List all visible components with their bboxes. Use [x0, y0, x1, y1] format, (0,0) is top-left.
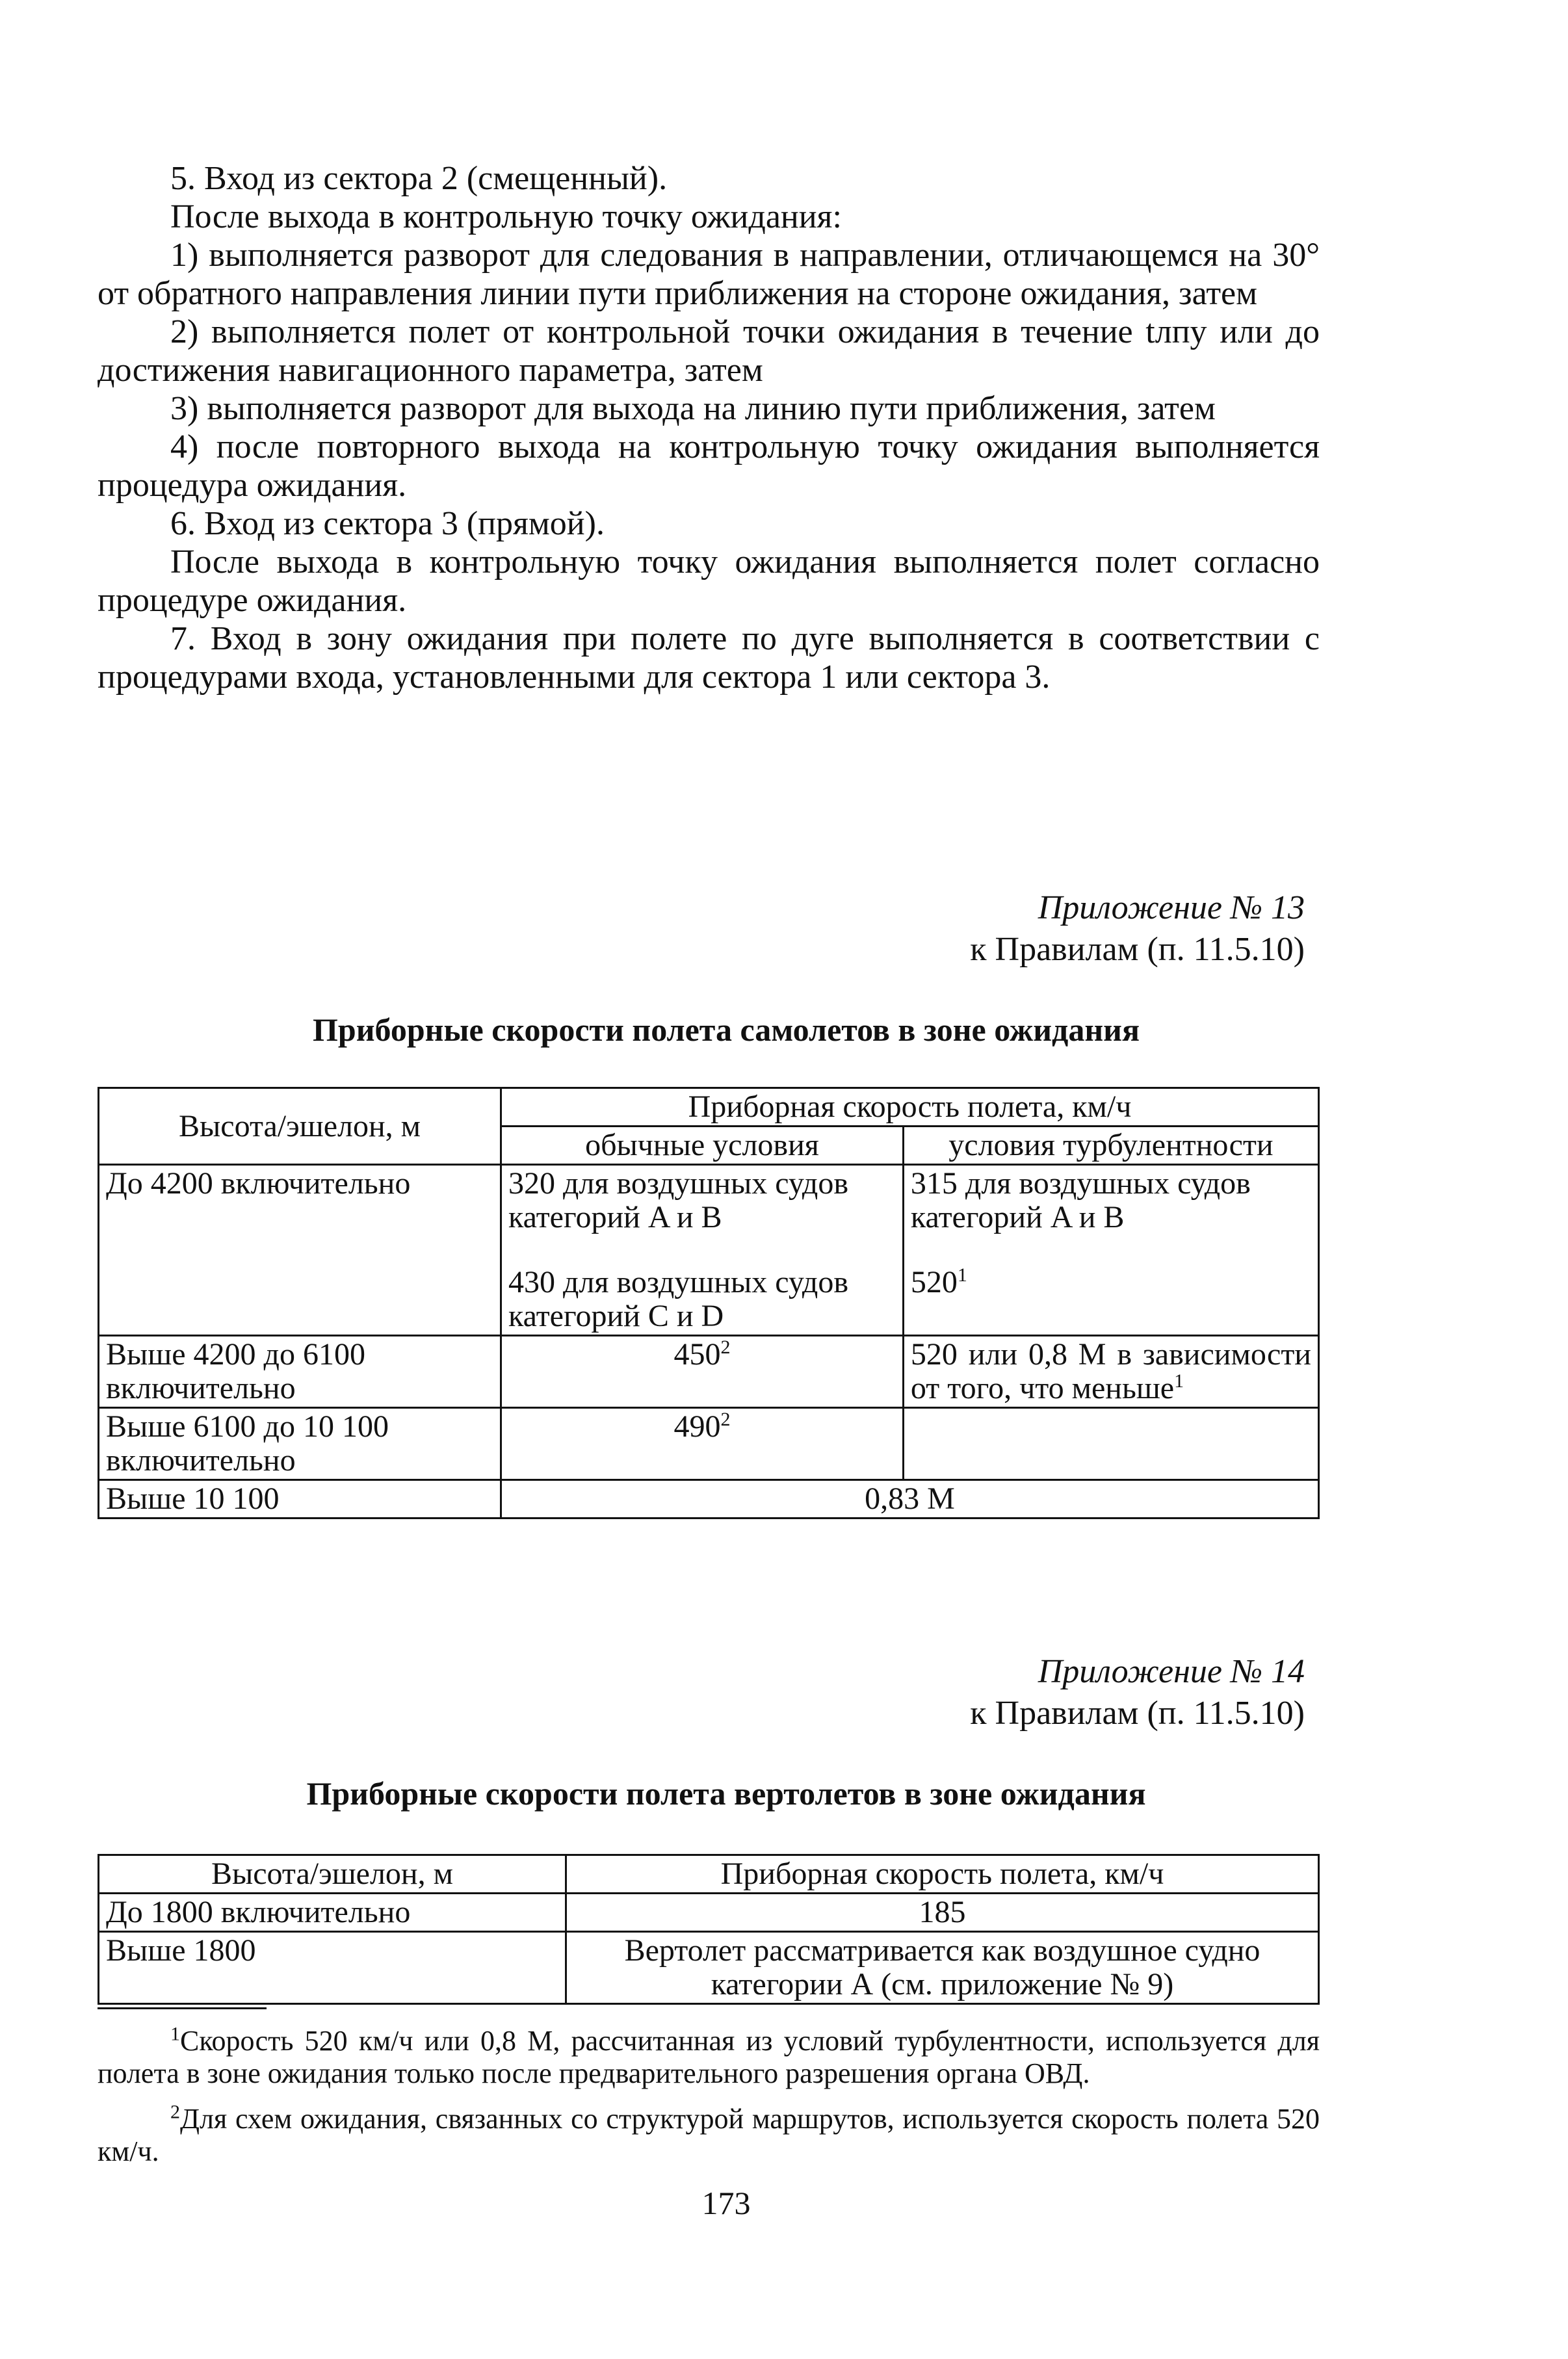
- altitude-cell: Выше 4200 до 6100 включительно: [99, 1336, 501, 1408]
- paragraph: 5. Вход из сектора 2 (смещенный).: [170, 160, 668, 197]
- normal-value-ab: 320 для воздушных судов категорий A и B: [508, 1166, 848, 1234]
- footnote: $^2$Для схем ожидания, связанных со структурой маршрутов, используется скорость полета 520 км/ч.: [98, 2101, 1320, 2167]
- turbulence-value-other: $520^1$: [910, 1264, 967, 1299]
- header-normal: обычные условия: [501, 1127, 904, 1165]
- table-row: [99, 1165, 1319, 1336]
- header-speed: Приборная скорость полета, км/ч: [566, 1855, 1318, 1894]
- altitude-cell: До 1800 включительно: [99, 1894, 566, 1932]
- turbulence-cell: 520 или 0,8 М в зависимости от того, что меньше$^1$: [903, 1336, 1318, 1408]
- header-altitude: Высота/эшелон, м: [99, 1088, 501, 1165]
- normal-cell: $450^2$: [501, 1336, 904, 1408]
- normal-cell: $490^2$: [501, 1408, 904, 1480]
- merged-speed-cell: 0,83 М: [501, 1480, 1319, 1518]
- footnotes: [98, 2025, 1320, 2181]
- appendix-13-label: Приложение № 13: [1038, 889, 1305, 926]
- appendix-14-rule-ref: к Правилам (п. 11.5.10): [970, 1695, 1305, 1732]
- footnote: $^1$Скорость 520 км/ч или 0,8 М, рассчитанная из условий турбулентности, используется для полета в зоне ожидания только после предварительного разрешения органа ОВД.: [98, 2023, 1320, 2089]
- paragraph: 1) выполняется разворот для следования в направлении, отличающемся на 30° от обратного направления линии пути приближения на стороне ожидания, затем: [98, 237, 1320, 312]
- footnote-mark: 2: [170, 2101, 180, 2123]
- table-row: [99, 1408, 1319, 1480]
- appendix-14-label: Приложение № 14: [1038, 1653, 1305, 1690]
- turbulence-value-ab: 315 для воздушных судов категорий A и B: [910, 1166, 1251, 1234]
- airplane-speed-table: [98, 1087, 1320, 1519]
- table-row: [99, 1336, 1319, 1408]
- paragraph: После выхода в контрольную точку ожидания:: [170, 198, 842, 235]
- altitude-cell: Выше 6100 до 10 100 включительно: [99, 1408, 501, 1480]
- appendix-13-title: Приборные скорости полета самолетов в зоне ожидания: [313, 1011, 1140, 1048]
- header-turbulence: условия турбулентности: [903, 1127, 1318, 1165]
- appendix-14-reference: [970, 1651, 1305, 1734]
- paragraph: 6. Вход из сектора 3 (прямой).: [170, 505, 605, 542]
- table-row: [99, 1894, 1319, 1932]
- altitude-cell: До 4200 включительно: [99, 1165, 501, 1336]
- altitude-cell: Выше 10 100: [99, 1480, 501, 1518]
- appendix-14-title: Приборные скорости полета вертолетов в зоне ожидания: [306, 1775, 1146, 1812]
- normal-cell: [501, 1165, 904, 1336]
- altitude-cell: Выше 1800: [99, 1932, 566, 2004]
- appendix-13-rule-ref: к Правилам (п. 11.5.10): [970, 931, 1305, 968]
- speed-cell: Вертолет рассматривается как воздушное судно категории А (см. приложение № 9): [566, 1932, 1318, 2004]
- paragraph: 2) выполняется полет от контрольной точки ожидания в течение tлпу или до достижения навигационного параметра, затем: [98, 313, 1320, 389]
- header-speed: Приборная скорость полета, км/ч: [501, 1088, 1319, 1127]
- table-row: [99, 1932, 1319, 2004]
- body-text: [98, 159, 1320, 696]
- table-header-row: [99, 1088, 1319, 1127]
- footnote-ref: 2: [720, 1409, 731, 1430]
- table-row: [99, 1480, 1319, 1518]
- footnote-ref: 2: [720, 1336, 731, 1358]
- footnote-ref: 1: [1174, 1370, 1184, 1392]
- header-altitude: Высота/эшелон, м: [99, 1855, 566, 1894]
- turbulence-cell: [903, 1408, 1318, 1480]
- appendix-13-reference: [970, 887, 1305, 971]
- page-number: 173: [701, 2185, 751, 2221]
- footnote-ref: 1: [957, 1264, 967, 1286]
- normal-value-cd: 430 для воздушных судов категорий C и D: [508, 1265, 848, 1333]
- footnote-mark: 1: [170, 2023, 180, 2045]
- footnote-divider: [98, 2007, 267, 2009]
- paragraph: 3) выполняется разворот для выхода на линию пути приближения, затем: [170, 390, 1216, 427]
- paragraph: После выхода в контрольную точку ожидания выполняется полет согласно процедуре ожидания.: [98, 543, 1320, 619]
- helicopter-speed-table: [98, 1854, 1320, 2005]
- turbulence-cell: [903, 1165, 1318, 1336]
- paragraph: 4) после повторного выхода на контрольную точку ожидания выполняется процедура ожидания.: [98, 428, 1320, 504]
- speed-cell: 185: [566, 1894, 1318, 1932]
- table-header-row: [99, 1855, 1319, 1894]
- paragraph: 7. Вход в зону ожидания при полете по дуге выполняется в соответствии с процедурами входа, установленными для сектора 1 или сектора 3.: [98, 620, 1320, 696]
